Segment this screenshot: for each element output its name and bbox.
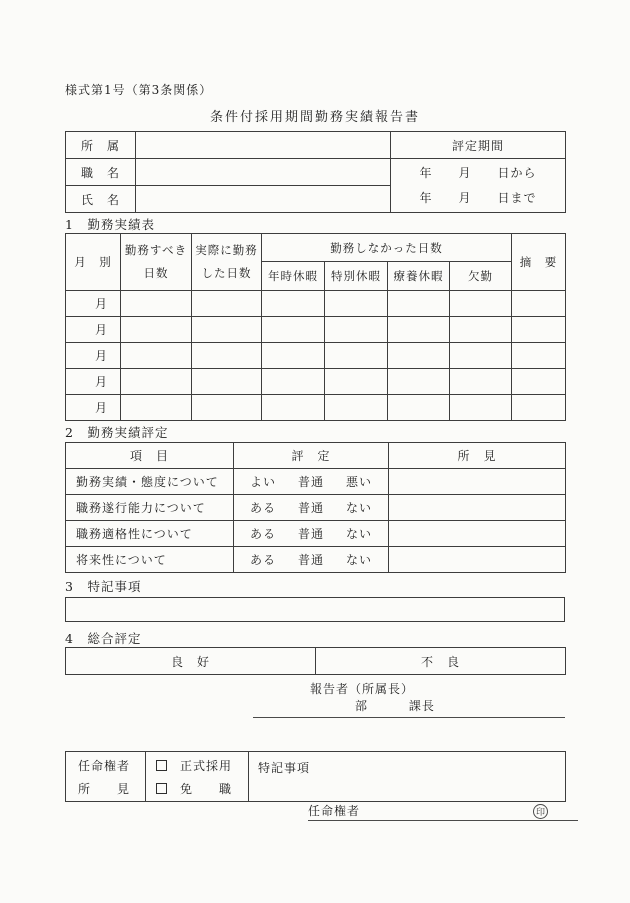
rating-option[interactable]: ない: [346, 553, 373, 567]
special-leave-cell[interactable]: [325, 291, 388, 317]
annual-leave-cell[interactable]: [262, 317, 325, 343]
col-actual-days: 実際に勤務 した日数: [192, 234, 262, 291]
medical-leave-cell[interactable]: [388, 317, 450, 343]
rating-option[interactable]: ない: [346, 501, 373, 515]
col-remarks: 摘 要: [512, 234, 566, 291]
medical-leave-cell[interactable]: [388, 369, 450, 395]
annual-leave-cell[interactable]: [262, 395, 325, 421]
remarks-cell[interactable]: [512, 291, 566, 317]
annual-leave-cell[interactable]: [262, 369, 325, 395]
rating-period-field[interactable]: [391, 159, 566, 213]
table-row: [66, 369, 566, 395]
remarks-cell[interactable]: [512, 317, 566, 343]
table-row: [66, 521, 566, 547]
rating-option[interactable]: ない: [346, 527, 373, 541]
month-cell[interactable]: 月: [66, 291, 121, 317]
overall-rating-table: [65, 647, 566, 675]
required-days-cell[interactable]: [121, 343, 192, 369]
table-header-row: [66, 234, 566, 262]
col-observations: 所 見: [389, 443, 566, 469]
work-record-table: [65, 233, 566, 421]
department-suffix: 部: [355, 699, 369, 713]
rating-option[interactable]: ある: [249, 553, 276, 567]
medical-leave-cell[interactable]: [388, 395, 450, 421]
item-label: 職務遂行能力について: [66, 495, 234, 521]
section-chief-suffix: 課長: [408, 699, 435, 713]
form-number: 様式第1号（第3条関係）: [65, 83, 213, 97]
absence-cell[interactable]: [450, 369, 512, 395]
observations-cell[interactable]: [389, 495, 566, 521]
period-to: 年 月 日まで: [419, 190, 537, 205]
table-row: [66, 317, 566, 343]
rating-option[interactable]: 普通: [297, 501, 324, 515]
section4-heading: 4 総合評定: [65, 631, 142, 646]
observations-cell[interactable]: [389, 469, 566, 495]
job-title-label: 職 名: [66, 159, 136, 186]
required-days-cell[interactable]: [121, 317, 192, 343]
special-leave-cell[interactable]: [325, 395, 388, 421]
absence-cell[interactable]: [450, 343, 512, 369]
actual-days-cell[interactable]: [192, 317, 262, 343]
section1-heading: 1 勤務実績表: [65, 217, 155, 232]
observations-cell[interactable]: [389, 521, 566, 547]
col-required-days: 勤務すべき 日数: [121, 234, 192, 291]
annual-leave-cell[interactable]: [262, 291, 325, 317]
checkbox-official-adoption[interactable]: [156, 760, 167, 771]
rating-option[interactable]: ある: [249, 501, 276, 515]
overall-option-bad[interactable]: 不 良: [316, 648, 566, 675]
absence-cell[interactable]: [450, 395, 512, 421]
special-leave-cell[interactable]: [325, 317, 388, 343]
table-row: [66, 547, 566, 573]
medical-leave-cell[interactable]: [388, 291, 450, 317]
observations-cell[interactable]: [389, 547, 566, 573]
rating-option[interactable]: 普通: [297, 475, 324, 489]
absence-cell[interactable]: [450, 317, 512, 343]
table-row: [66, 495, 566, 521]
col-month: 月 別: [66, 234, 121, 291]
remarks-cell[interactable]: [512, 395, 566, 421]
section2-heading: 2 勤務実績評定: [65, 425, 169, 440]
appointer-opinion-label: 任命権者 所 見: [66, 752, 146, 802]
actual-days-cell[interactable]: [192, 343, 262, 369]
table-row: [66, 648, 566, 675]
rating-option[interactable]: ある: [249, 527, 276, 541]
col-absence: 欠勤: [450, 262, 512, 291]
page-title: 条件付採用期間勤務実績報告書: [209, 110, 420, 125]
name-field[interactable]: [136, 186, 391, 213]
item-label: 将来性について: [66, 547, 234, 573]
checkbox-dismissal[interactable]: [156, 783, 167, 794]
appointer-signature-line[interactable]: [308, 799, 578, 821]
period-from: 年 月 日から: [419, 165, 537, 180]
absence-cell[interactable]: [450, 291, 512, 317]
name-label: 氏 名: [66, 186, 136, 213]
col-item: 項 目: [66, 443, 234, 469]
decision-options: [146, 752, 249, 802]
section3-heading: 3 特記事項: [65, 579, 142, 594]
rating-option[interactable]: 普通: [297, 553, 324, 567]
month-cell[interactable]: 月: [66, 317, 121, 343]
rating-option[interactable]: 普通: [297, 527, 324, 541]
required-days-cell[interactable]: [121, 369, 192, 395]
table-row: [66, 395, 566, 421]
reporter-label: 報告者（所属長）: [310, 682, 415, 696]
table-row: [66, 132, 566, 159]
col-special-leave: 特別休暇: [325, 262, 388, 291]
special-leave-cell[interactable]: [325, 369, 388, 395]
table-row: [66, 752, 566, 802]
rating-option[interactable]: 悪い: [346, 475, 373, 489]
item-label: 勤務実績・態度について: [66, 469, 234, 495]
special-notes-field[interactable]: [65, 597, 565, 622]
official-adoption-label: 正式採用: [180, 758, 233, 773]
evaluation-table: [65, 442, 566, 573]
special-leave-cell[interactable]: [325, 343, 388, 369]
appointer-notes-field[interactable]: [249, 752, 566, 802]
seal-icon[interactable]: 印: [533, 804, 548, 819]
appointer-sign-label: 任命権者: [308, 804, 361, 818]
col-annual-leave: 年時休暇: [262, 262, 325, 291]
col-rating: 評 定: [234, 443, 389, 469]
required-days-cell[interactable]: [121, 291, 192, 317]
dismissal-label: 免 職: [180, 781, 233, 796]
affiliation-label: 所 属: [66, 132, 136, 159]
table-header-row: [66, 443, 566, 469]
item-label: 職務適格性について: [66, 521, 234, 547]
rating-option[interactable]: よい: [249, 475, 276, 489]
table-row: [66, 469, 566, 495]
annual-leave-cell[interactable]: [262, 343, 325, 369]
job-title-field[interactable]: [136, 159, 391, 186]
header-info-table: [65, 131, 566, 213]
actual-days-cell[interactable]: [192, 291, 262, 317]
overall-option-good[interactable]: 良 好: [66, 648, 316, 675]
remarks-cell[interactable]: [512, 343, 566, 369]
col-absence-group: 勤務しなかった日数: [262, 234, 512, 262]
table-row: [66, 159, 566, 186]
table-row: [66, 343, 566, 369]
remarks-cell[interactable]: [512, 369, 566, 395]
appointer-notes-label: 特記事項: [258, 761, 311, 775]
appointer-opinion-table: [65, 751, 566, 802]
actual-days-cell[interactable]: [192, 395, 262, 421]
required-days-cell[interactable]: [121, 395, 192, 421]
month-cell[interactable]: 月: [66, 395, 121, 421]
rating-period-label: 評定期間: [391, 132, 566, 159]
affiliation-field[interactable]: [136, 132, 391, 159]
month-cell[interactable]: 月: [66, 369, 121, 395]
reporter-signature-line[interactable]: [253, 697, 565, 718]
col-medical-leave: 療養休暇: [388, 262, 450, 291]
medical-leave-cell[interactable]: [388, 343, 450, 369]
month-cell[interactable]: 月: [66, 343, 121, 369]
table-row: [66, 291, 566, 317]
actual-days-cell[interactable]: [192, 369, 262, 395]
